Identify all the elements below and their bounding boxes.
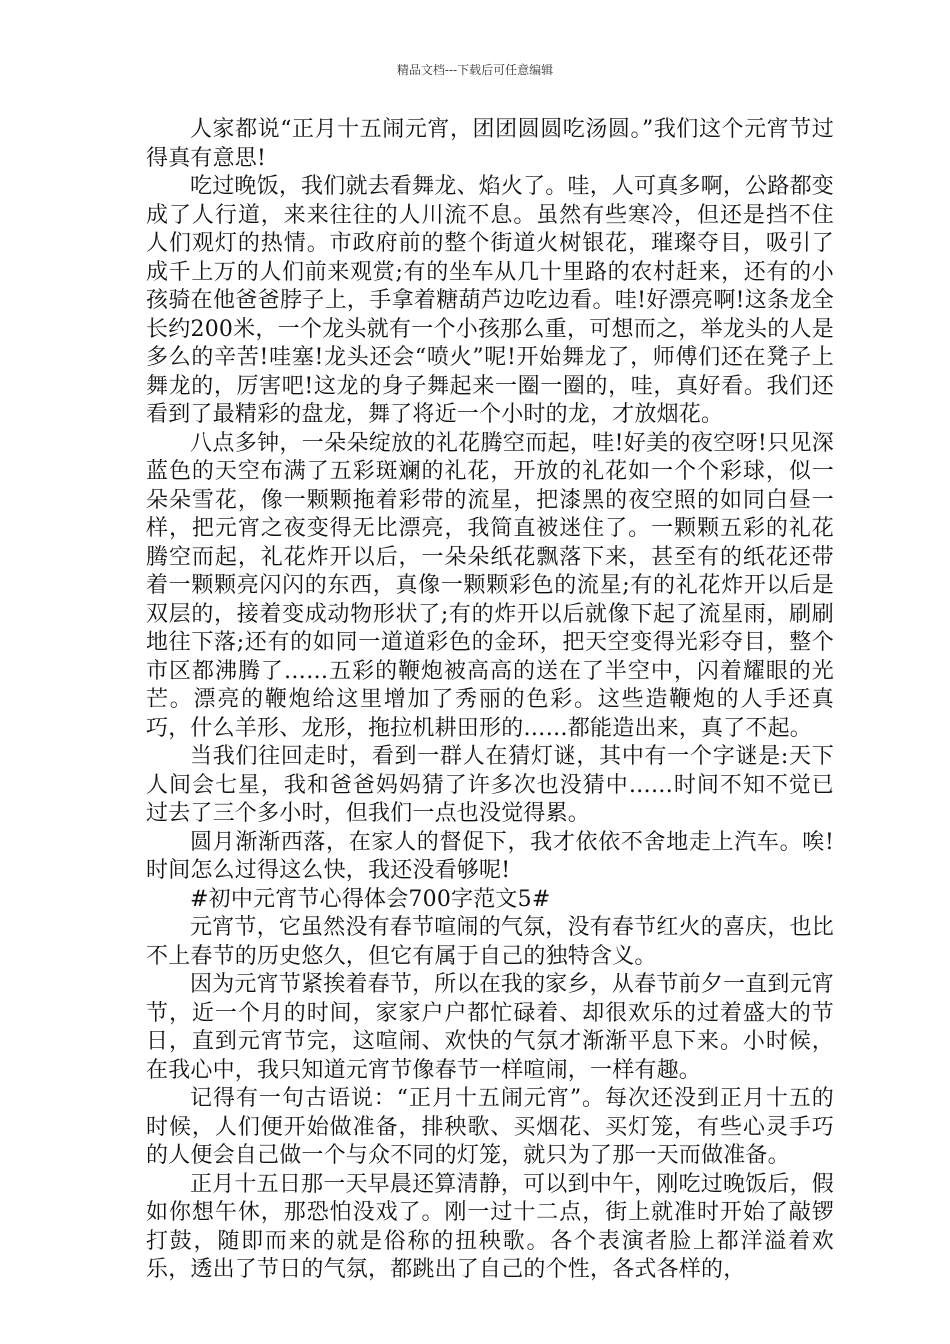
paragraph: 八点多钟，一朵朵绽放的礼花腾空而起，哇!好美的夜空呀!只见深蓝色的天空布满了五彩斑斓的礼花，开放的礼花如一个个彩球，似一朵朵雪花，像一颗颗拖着彩带的流星，把漆黑的夜空照的如同白昼一样，把元宵之夜变得无比漂亮，我简直被迷住了。一颗颗五彩的礼花腾空而起，礼花炸开以后，一朵朵纸花飘落下来，甚至有的纸花还带着一颗颗亮闪闪的东西，真像一颗颗彩色的流星;有的礼花炸开以后是双层的，接着变成动物形状了;有的炸开以后就像下起了流星雨，刷刷地往下落;还有的如同一道道彩色的金环，把天空变得光彩夺目，整个市区都沸腾了……五彩的鞭炮被高高的送在了半空中，闪着耀眼的光芒。漂亮的鞭炮给这里增加了秀丽的色彩。这些造鞭炮的人手还真巧，什么羊形、龙形，拖拉机耕田形的……都能造出来，真了不起。: [146, 430, 834, 741]
paragraph: 正月十五日那一天早晨还算清静，可以到中午，刚吃过晚饭后，假如你想午休，那恐怕没戏了。刚一过十二点，街上就准时开始了敲锣打鼓，随即而来的就是俗称的扭秧歌。各个表演者脸上都洋溢着欢乐，透出了节日的气氛，都跳出了自己的个性，各式各样的，: [146, 1171, 834, 1282]
section-heading: #初中元宵节心得体会700字范文5#: [190, 886, 551, 912]
page-header: 精品文档---下载后可任意编辑: [396, 63, 554, 77]
paragraph: 圆月渐渐西落，在家人的督促下，我才依依不舍地走上汽车。唉!时间怎么过得这么快，我还没看够呢!: [146, 829, 834, 883]
paragraph: 记得有一句古语说：“正月十五闹元宵”。每次还没到正月十五的时候，人们便开始做准备，排秧歌、买烟花、买灯笼，有些心灵手巧的人便会自己做一个与众不同的灯笼，就只为了那一天而做准备。: [146, 1086, 834, 1168]
document-body: [146, 116, 834, 1285]
paragraph: 当我们往回走时，看到一群人在猜灯谜，其中有一个字谜是:天下人间会七星，我和爸爸妈妈猜了许多次也没猜中……时间不知不觉已过去了三个多小时，但我们一点也没觉得累。: [146, 744, 834, 826]
paragraph: 吃过晚饭，我们就去看舞龙、焰火了。哇，人可真多啊，公路都变成了人行道，来来往往的人川流不息。虽然有些寒冷，但还是挡不住人们观灯的热情。市政府前的整个街道火树银花，璀璨夺目，吸引了成千上万的人们前来观赏;有的坐车从几十里路的农村赶来，还有的小孩骑在他爸爸脖子上，手拿着糖葫芦边吃边看。哇!好漂亮啊!这条龙全长约200米，一个龙头就有一个小孩那么重，可想而之，举龙头的人是多么的辛苦!哇塞!龙头还会“喷火”呢!开始舞龙了，师傅们还在凳子上舞龙的，厉害吧!这龙的身子舞起来一圈一圈的，哇，真好看。我们还看到了最精彩的盘龙，舞了将近一个小时的龙，才放烟花。: [146, 174, 834, 427]
paragraph: 元宵节，它虽然没有春节喧闹的气氛，没有春节红火的喜庆，也比不上春节的历史悠久，但它有属于自己的独特含义。: [146, 915, 834, 969]
paragraph: 因为元宵节紧挨着春节，所以在我的家乡，从春节前夕一直到元宵节，近一个月的时间，家家户户都忙碌着、却很欢乐的过着盛大的节日，直到元宵节完，这喧闹、欢快的气氛才渐渐平息下来。小时候，在我心中，我只知道元宵节像春节一样喧闹，一样有趣。: [146, 972, 834, 1083]
paragraph: 人家都说“正月十五闹元宵，团团圆圆吃汤圆。”我们这个元宵节过得真有意思!: [146, 117, 834, 171]
